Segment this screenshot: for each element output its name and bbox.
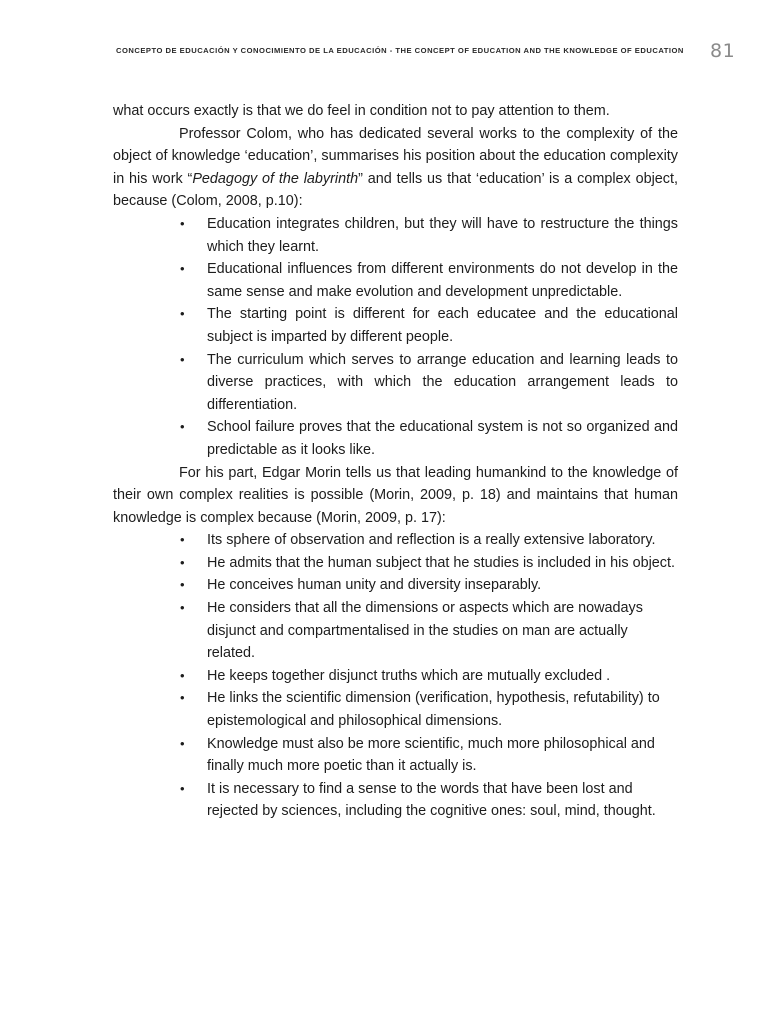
bullet-icon: •: [180, 215, 185, 231]
list-item-text: He links the scientific dimension (verification, hypothesis, refutability) to epistemological and philosophical dimensions.: [207, 690, 660, 730]
paragraph-colom-text-b: ” and tells us that ‘education’ is a complex object, because (Colom, 2008, p.10):: [113, 170, 678, 210]
bullet-icon: •: [180, 306, 185, 322]
list-item: [180, 597, 678, 665]
list-item: [180, 416, 678, 461]
list-item-text: He considers that all the dimensions or aspects which are nowadays disjunct and compartmentalised in the studies on man are actually related.: [207, 600, 643, 662]
list-item: [180, 552, 678, 575]
list-item-text: The starting point is different for each educatee and the educational subject is imparted by different people.: [207, 306, 678, 345]
list-item: [180, 574, 678, 597]
list-item-text: Knowledge must also be more scientific, much more philosophical and finally much more poetic than it actually is.: [207, 735, 655, 775]
list-item-text: Education integrates children, but they will have to restructure the things which they learnt.: [207, 215, 678, 255]
bullet-icon: •: [180, 577, 185, 593]
bullet-icon: •: [180, 419, 185, 435]
bullet-icon: •: [180, 735, 185, 751]
list-item-text: He conceives human unity and diversity inseparably.: [207, 577, 542, 594]
bullet-icon: •: [180, 351, 185, 367]
paragraph-morin: For his part, Edgar Morin tells us that leading humankind to the knowledge of their own complex realities is possible (Morin, 2009, p. 18) and maintains that human knowledge is complex because (Morin, 2009, p. 17):: [113, 464, 678, 526]
paragraph-continuation: what occurs exactly is that we do feel in condition not to pay attention to them.: [113, 103, 610, 119]
list-item: [180, 687, 678, 732]
list-item: [180, 303, 678, 348]
running-header: CONCEPTO DE EDUCACIÓN Y CONOCIMIENTO DE LA EDUCACIÓN - THE CONCEPT OF EDUCATION AND THE KNOWLEDGE OF EDUCATION: [116, 46, 684, 55]
list-item: [180, 529, 678, 552]
bullet-icon: •: [180, 261, 185, 277]
list-item-text: He admits that the human subject that he studies is included in his object.: [207, 554, 675, 571]
colom-list: [113, 213, 678, 462]
paragraph-colom-text-a: Professor Colom, who has dedicated several works to the complexity of the object of knowledge ‘education’, summarises his position about the education complexity in his work “: [113, 125, 678, 187]
book-title: Pedagogy of the labyrinth: [192, 170, 359, 187]
morin-list: [113, 529, 678, 823]
list-item-text: Its sphere of observation and reflection is a really extensive laboratory.: [207, 532, 656, 549]
list-item: [180, 213, 678, 258]
list-item-text: He keeps together disjunct truths which are mutually excluded .: [207, 667, 611, 684]
list-item: [180, 778, 678, 823]
list-item: [180, 733, 678, 778]
list-item: [180, 665, 678, 688]
bullet-icon: •: [180, 780, 185, 796]
bullet-icon: •: [180, 690, 185, 706]
paragraph-colom: [113, 123, 678, 213]
list-item-text: School failure proves that the educational system is not so organized and predictable as it looks like.: [207, 419, 678, 458]
page-number: 81: [710, 40, 736, 62]
page-body: [113, 100, 678, 823]
list-item: [180, 349, 678, 417]
list-item-text: Educational influences from different environments do not develop in the same sense and make evolution and development unpredictable.: [207, 261, 678, 300]
bullet-icon: •: [180, 554, 185, 570]
bullet-icon: •: [180, 600, 185, 616]
list-item: [180, 258, 678, 303]
list-item-text: The curriculum which serves to arrange education and learning leads to diverse practices, with which the education arrangement leads to differentiation.: [207, 351, 678, 413]
bullet-icon: •: [180, 667, 185, 683]
list-item-text: It is necessary to find a sense to the words that have been lost and rejected by sciences, including the cognitive ones: soul, mind, thought.: [207, 780, 656, 820]
bullet-icon: •: [180, 532, 185, 548]
